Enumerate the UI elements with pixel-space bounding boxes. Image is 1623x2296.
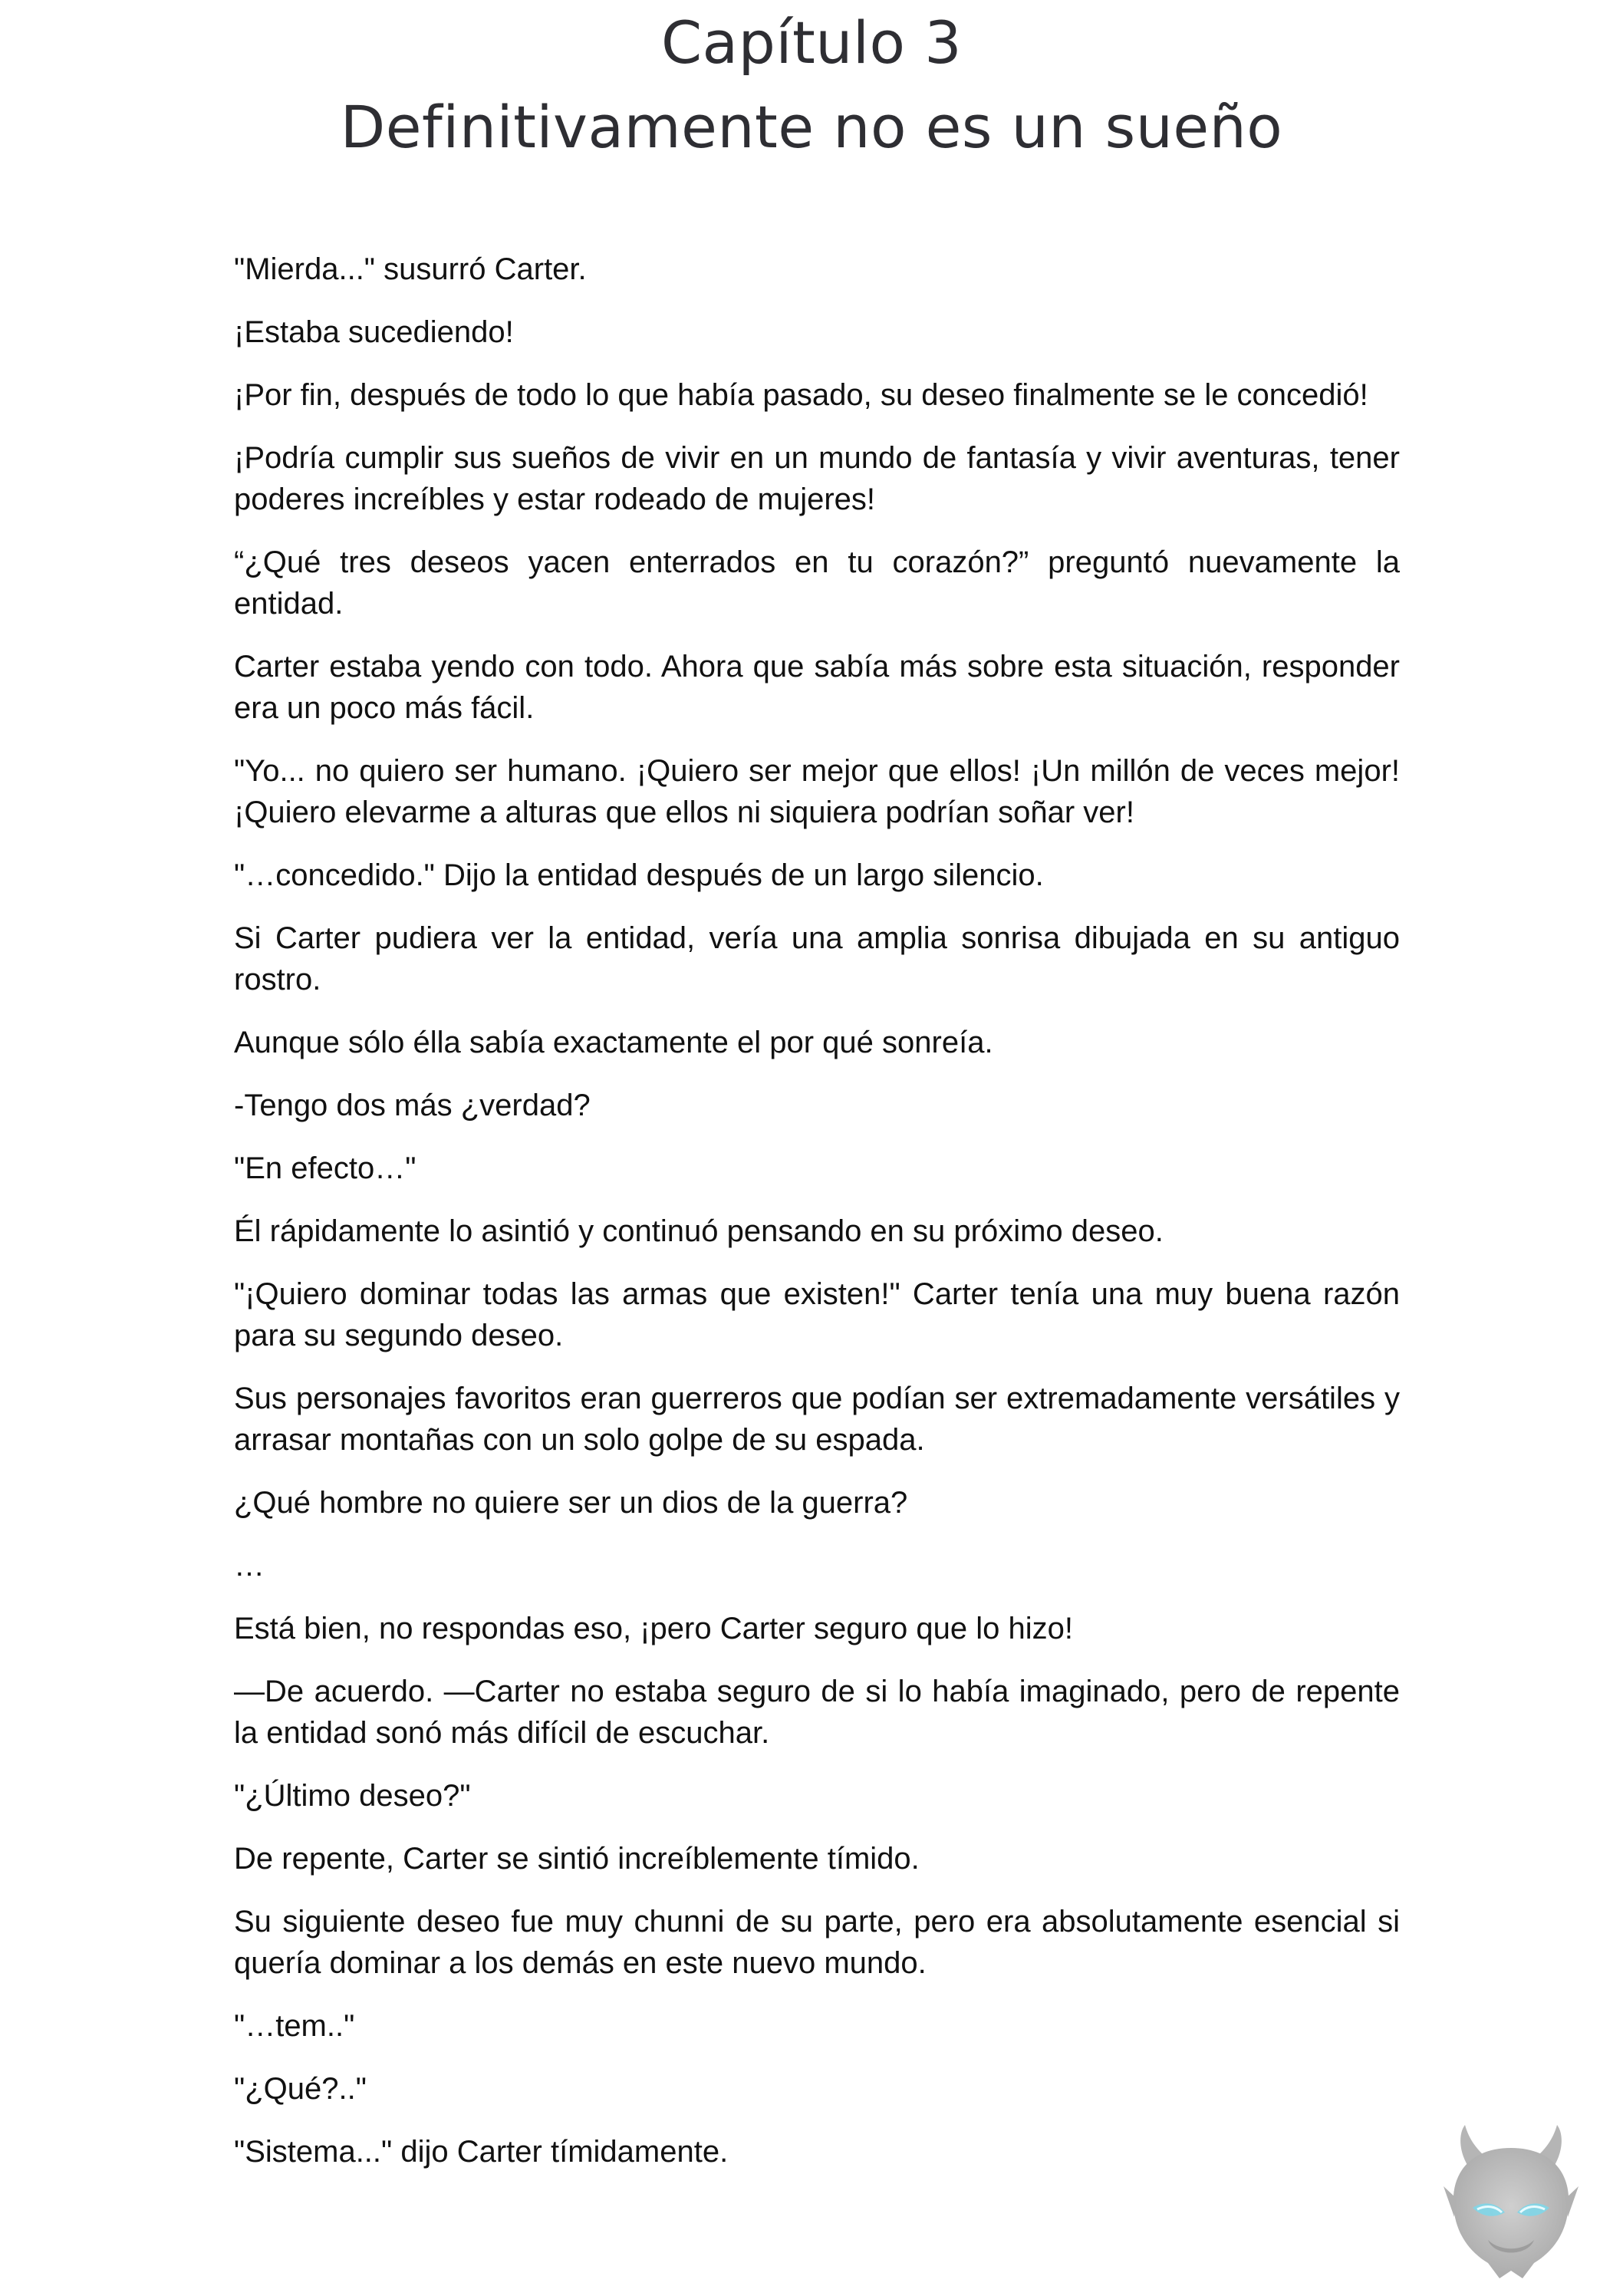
paragraph: Está bien, no respondas eso, ¡pero Carter seguro que lo hizo!: [234, 1612, 1073, 1645]
chapter-body: [234, 249, 1400, 2194]
paragraph: -Tengo dos más ¿verdad?: [234, 1089, 591, 1122]
paragraph: "¿Qué?..": [234, 2072, 367, 2106]
chapter-number: Capítulo 3: [660, 8, 963, 77]
paragraph: ¡Podría cumplir sus sueños de vivir en un mundo de fantasía y vivir aventuras, tener poderes increíbles y estar rodeado de mujeres!: [234, 441, 1400, 516]
chapter-title: Definitivamente no es un sueño: [340, 93, 1283, 161]
paragraph: —De acuerdo. —Carter no estaba seguro de si lo había imaginado, pero de repente la entidad sonó más difícil de escuchar.: [234, 1675, 1400, 1750]
paragraph: Si Carter pudiera ver la entidad, vería una amplia sonrisa dibujada en su antiguo rostro.: [234, 921, 1400, 996]
paragraph: Carter estaba yendo con todo. Ahora que sabía más sobre esta situación, responder era un poco más fácil.: [234, 650, 1400, 725]
demon-head-logo-icon: [1442, 2125, 1580, 2282]
paragraph: ¡Estaba sucediendo!: [234, 315, 514, 349]
paragraph: "Yo... no quiero ser humano. ¡Quiero ser mejor que ellos! ¡Un millón de veces mejor! ¡Quiero elevarme a alturas que ellos ni siquiera podrían soñar ver!: [234, 754, 1400, 829]
paragraph: “¿Qué tres deseos yacen enterrados en tu corazón?” preguntó nuevamente la entidad.: [234, 545, 1400, 621]
paragraph: …: [234, 1549, 265, 1583]
paragraph: Sus personajes favoritos eran guerreros que podían ser extremadamente versátiles y arrasar montañas con un solo golpe de su espada.: [234, 1382, 1400, 1457]
paragraph: "Mierda..." susurró Carter.: [234, 252, 587, 286]
paragraph: ¡Por fin, después de todo lo que había pasado, su deseo finalmente se le concedió!: [234, 378, 1368, 412]
watermark-logo: [1442, 2125, 1580, 2282]
paragraph: Aunque sólo élla sabía exactamente el por qué sonreía.: [234, 1026, 993, 1059]
paragraph: Él rápidamente lo asintió y continuó pensando en su próximo deseo.: [234, 1214, 1164, 1248]
paragraph: "…concedido." Dijo la entidad después de un largo silencio.: [234, 858, 1044, 892]
paragraph: "¡Quiero dominar todas las armas que existen!" Carter tenía una muy buena razón para su segundo deseo.: [234, 1277, 1400, 1352]
paragraph: Su siguiente deseo fue muy chunni de su parte, pero era absolutamente esencial si quería dominar a los demás en este nuevo mundo.: [234, 1905, 1400, 1980]
paragraph: "¿Último deseo?": [234, 1779, 471, 1813]
paragraph: "Sistema..." dijo Carter tímidamente.: [234, 2135, 729, 2169]
paragraph: "…tem..": [234, 2009, 355, 2043]
paragraph: De repente, Carter se sintió increíblemente tímido.: [234, 1842, 920, 1876]
paragraph: "En efecto…": [234, 1151, 416, 1185]
paragraph: ¿Qué hombre no quiere ser un dios de la guerra?: [234, 1486, 908, 1520]
